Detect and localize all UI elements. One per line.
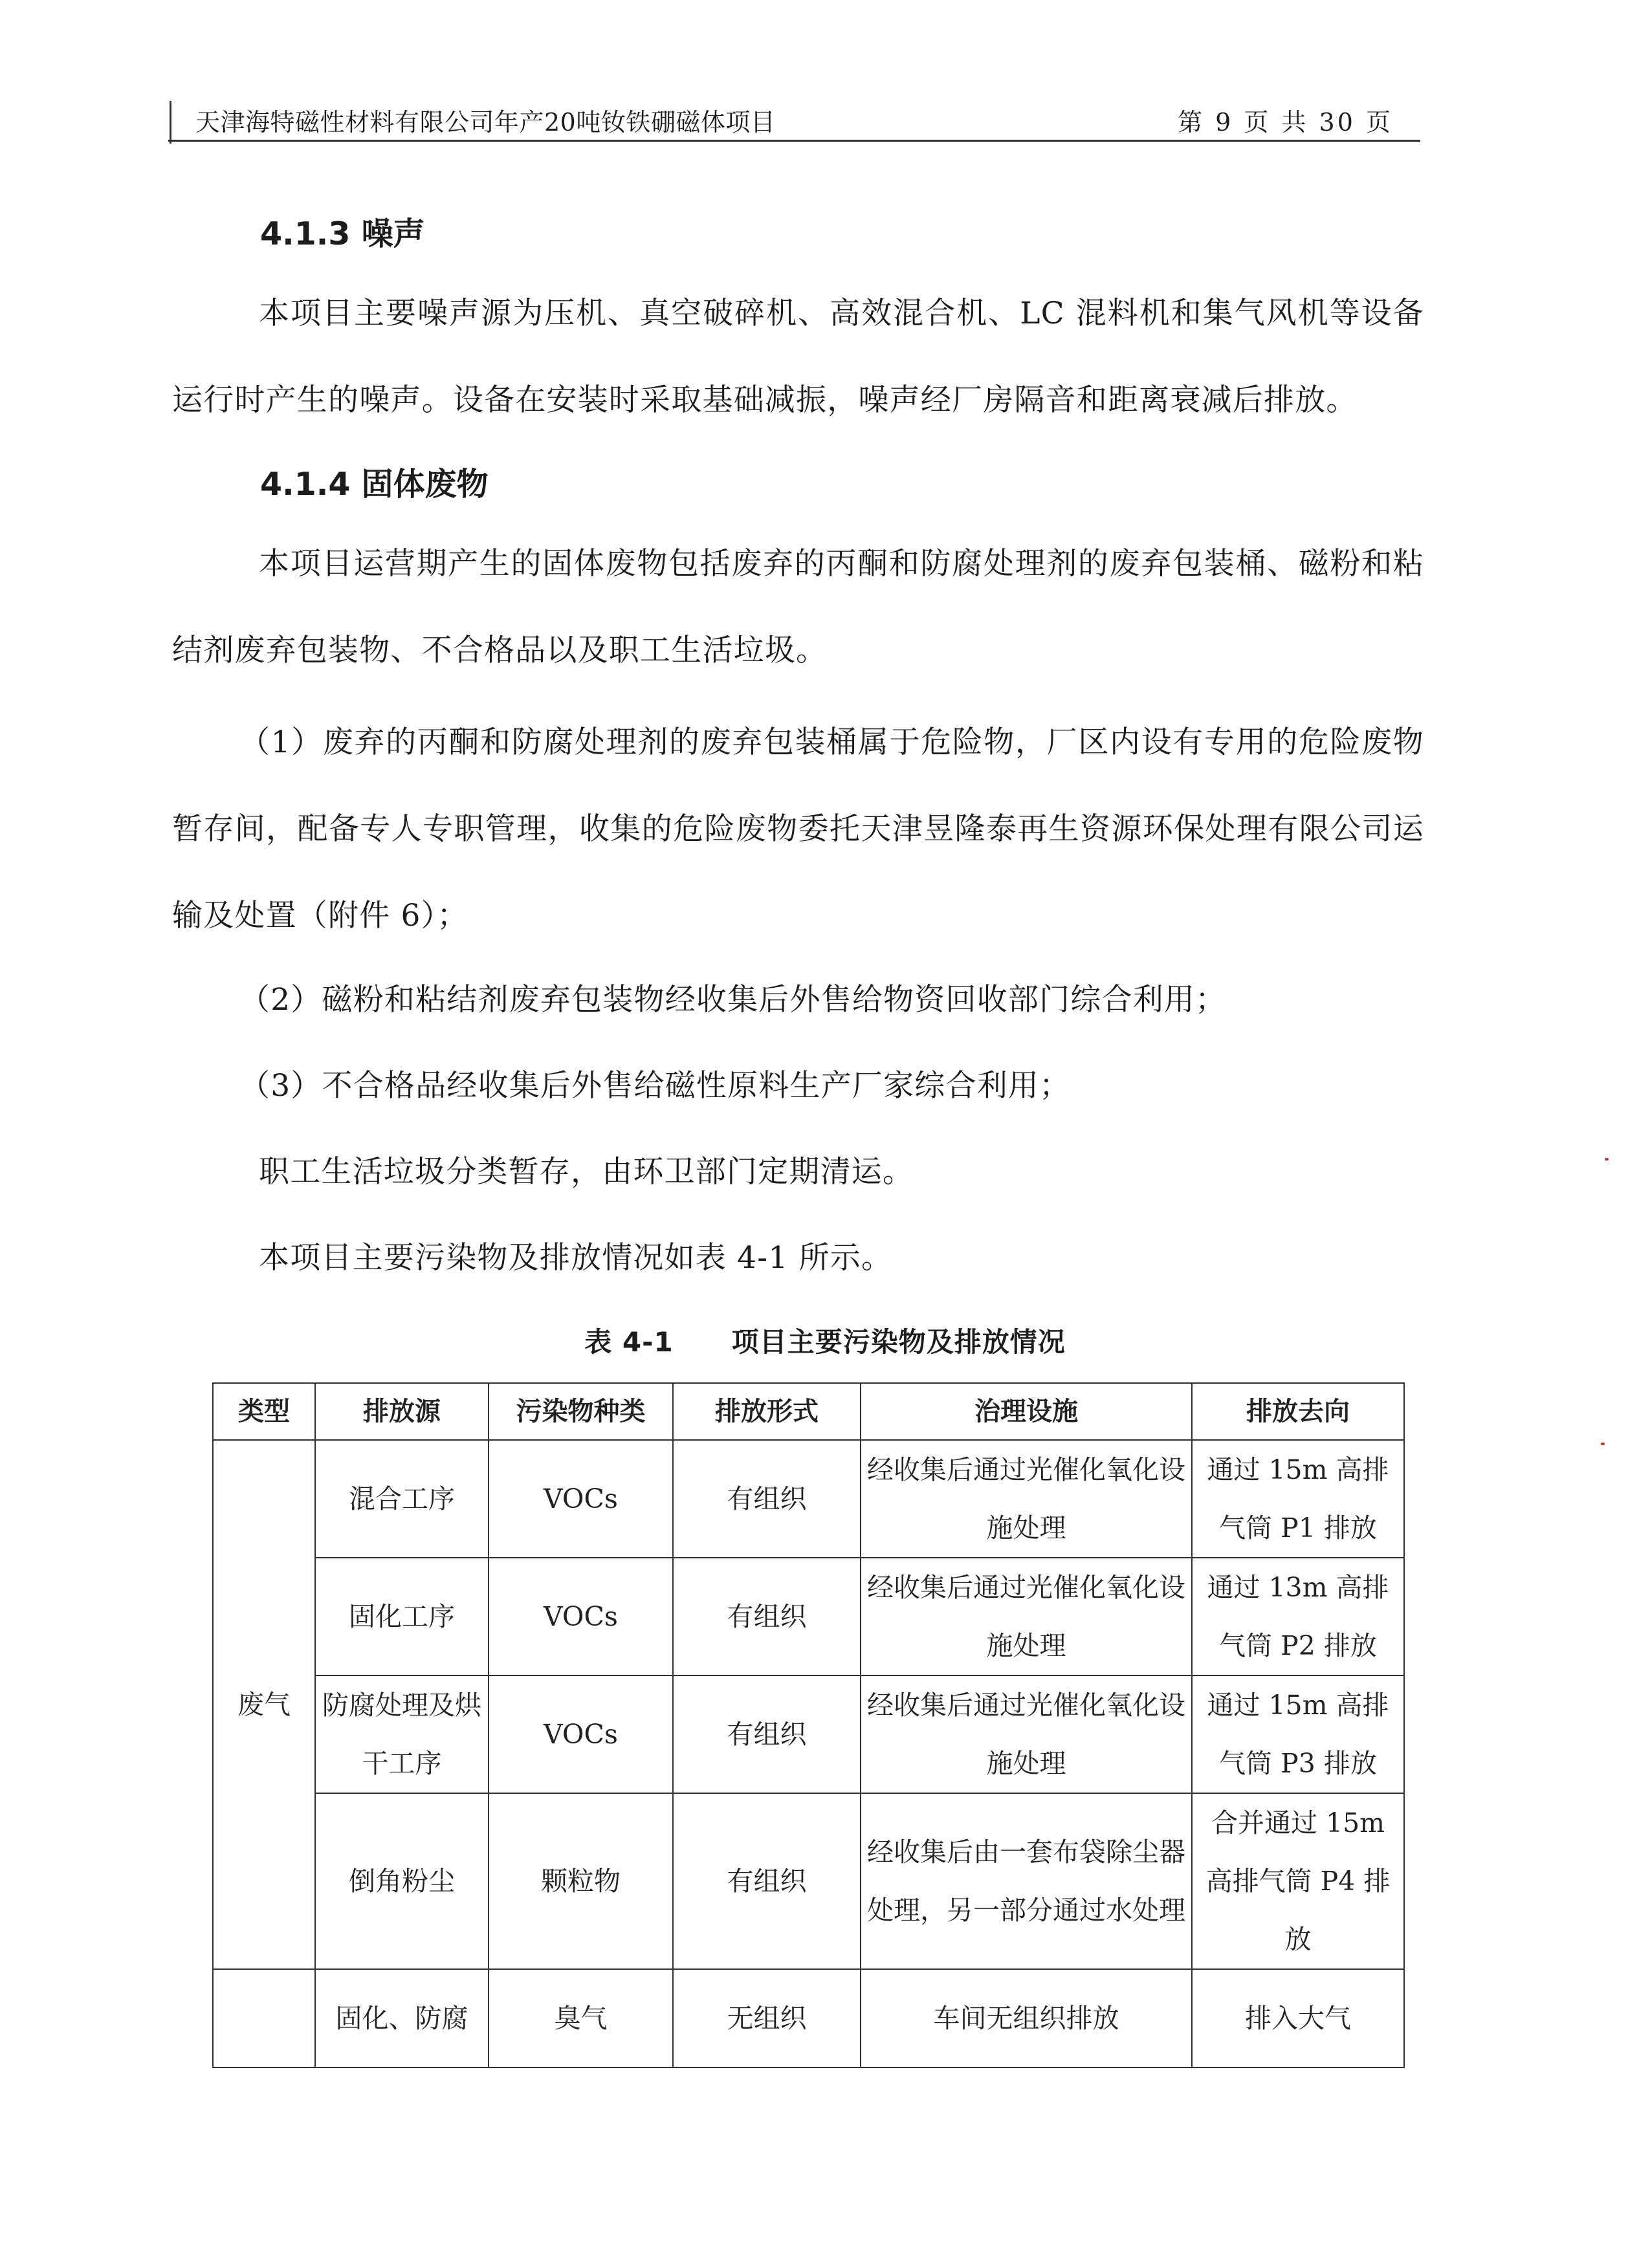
scan-mark (1601, 1443, 1605, 1445)
table-row (213, 1969, 1404, 2067)
paragraph-table-reference: 本项目主要污染物及排放情况如表 4-1 所示。 (259, 1240, 893, 1276)
cell-destination: 通过 15m 高排气筒 P1 排放 (1192, 1440, 1404, 1558)
paragraph-solid-waste-intro: 本项目运营期产生的固体废物包括废弃的丙酮和防腐处理剂的废弃包装桶、磁粉和粘结剂废弃包装物、不合格品以及职工生活垃圾。 (172, 546, 1424, 668)
table-row (213, 1793, 1404, 1969)
scan-mark (1605, 1158, 1609, 1161)
cell-form: 有组织 (673, 1558, 861, 1675)
cell-pollutant: 颗粒物 (489, 1793, 673, 1969)
cell-pollutant: VOCs (489, 1675, 673, 1793)
cell-facility: 经收集后由一套布袋除尘器处理，另一部分通过水处理 (861, 1793, 1192, 1969)
cell-pollutant: 臭气 (489, 1969, 673, 2067)
header-facility: 治理设施 (861, 1383, 1192, 1440)
pollutant-table (212, 1382, 1405, 2068)
cell-facility: 经收集后通过光催化氧化设施处理 (861, 1675, 1192, 1793)
cell-form: 有组织 (673, 1440, 861, 1558)
paragraph-domestic-waste: 职工生活垃圾分类暂存，由环卫部门定期清运。 (259, 1154, 914, 1190)
cell-form: 无组织 (673, 1969, 861, 2067)
header-type: 类型 (213, 1383, 315, 1440)
cell-source: 混合工序 (315, 1440, 489, 1558)
cell-pollutant: VOCs (489, 1440, 673, 1558)
paragraph-item-2: （2）磁粉和粘结剂废弃包装物经收集后外售给物资回收部门综合利用； (239, 982, 1227, 1018)
cell-facility: 经收集后通过光催化氧化设施处理 (861, 1558, 1192, 1675)
section-heading-noise: 4.1.3 噪声 (260, 215, 425, 252)
header-form: 排放形式 (673, 1383, 861, 1440)
cell-source: 倒角粉尘 (315, 1793, 489, 1969)
cell-destination: 通过 15m 高排气筒 P3 排放 (1192, 1675, 1404, 1793)
table-caption-title: 项目主要污染物及排放情况 (731, 1326, 1066, 1358)
table-row (213, 1558, 1404, 1675)
table-header-row (213, 1383, 1404, 1440)
cell-form: 有组织 (673, 1675, 861, 1793)
document-title: 天津海特磁性材料有限公司年产20吨钕铁硼磁体项目 (195, 108, 776, 136)
cell-form: 有组织 (673, 1793, 861, 1969)
section-heading-solid-waste: 4.1.4 固体废物 (260, 466, 489, 503)
cell-source: 固化工序 (315, 1558, 489, 1675)
cell-destination: 合并通过 15m 高排气筒 P4 排放 (1192, 1793, 1404, 1969)
page-header (168, 97, 1420, 142)
cell-type-empty (213, 1969, 315, 2067)
header-destination: 排放去向 (1192, 1383, 1404, 1440)
table-row (213, 1440, 1404, 1558)
cell-facility: 经收集后通过光催化氧化设施处理 (861, 1440, 1192, 1558)
header-source: 排放源 (315, 1383, 489, 1440)
table-caption-number: 表 4-1 (584, 1326, 674, 1358)
cell-facility: 车间无组织排放 (861, 1969, 1192, 2067)
paragraph-noise: 本项目主要噪声源为压机、真空破碎机、高效混合机、LC 混料机和集气风机等设备运行时产生的噪声。设备在安装时采取基础减振，噪声经厂房隔音和距离衰减后排放。 (172, 296, 1424, 418)
cell-destination: 排入大气 (1192, 1969, 1404, 2067)
cell-pollutant: VOCs (489, 1558, 673, 1675)
cell-destination: 通过 13m 高排气筒 P2 排放 (1192, 1558, 1404, 1675)
header-pollutant: 污染物种类 (489, 1383, 673, 1440)
cell-type-waste-gas: 废气 (213, 1440, 315, 1969)
paragraph-item-3: （3）不合格品经收集后外售给磁性原料生产厂家综合利用； (239, 1068, 1071, 1104)
table-row (213, 1675, 1404, 1793)
cell-source: 防腐处理及烘干工序 (315, 1675, 489, 1793)
page-number: 第 9 页 共 30 页 (1178, 108, 1393, 136)
table-caption (0, 1321, 1650, 1360)
paragraph-item-1: （1）废弃的丙酮和防腐处理剂的废弃包装桶属于危险物，厂区内设有专用的危险废物暂存间，配备专人专职管理，收集的危险废物委托天津昱隆泰再生资源环保处理有限公司运输及处置（附件 6）； (172, 725, 1424, 933)
cell-source: 固化、防腐 (315, 1969, 489, 2067)
